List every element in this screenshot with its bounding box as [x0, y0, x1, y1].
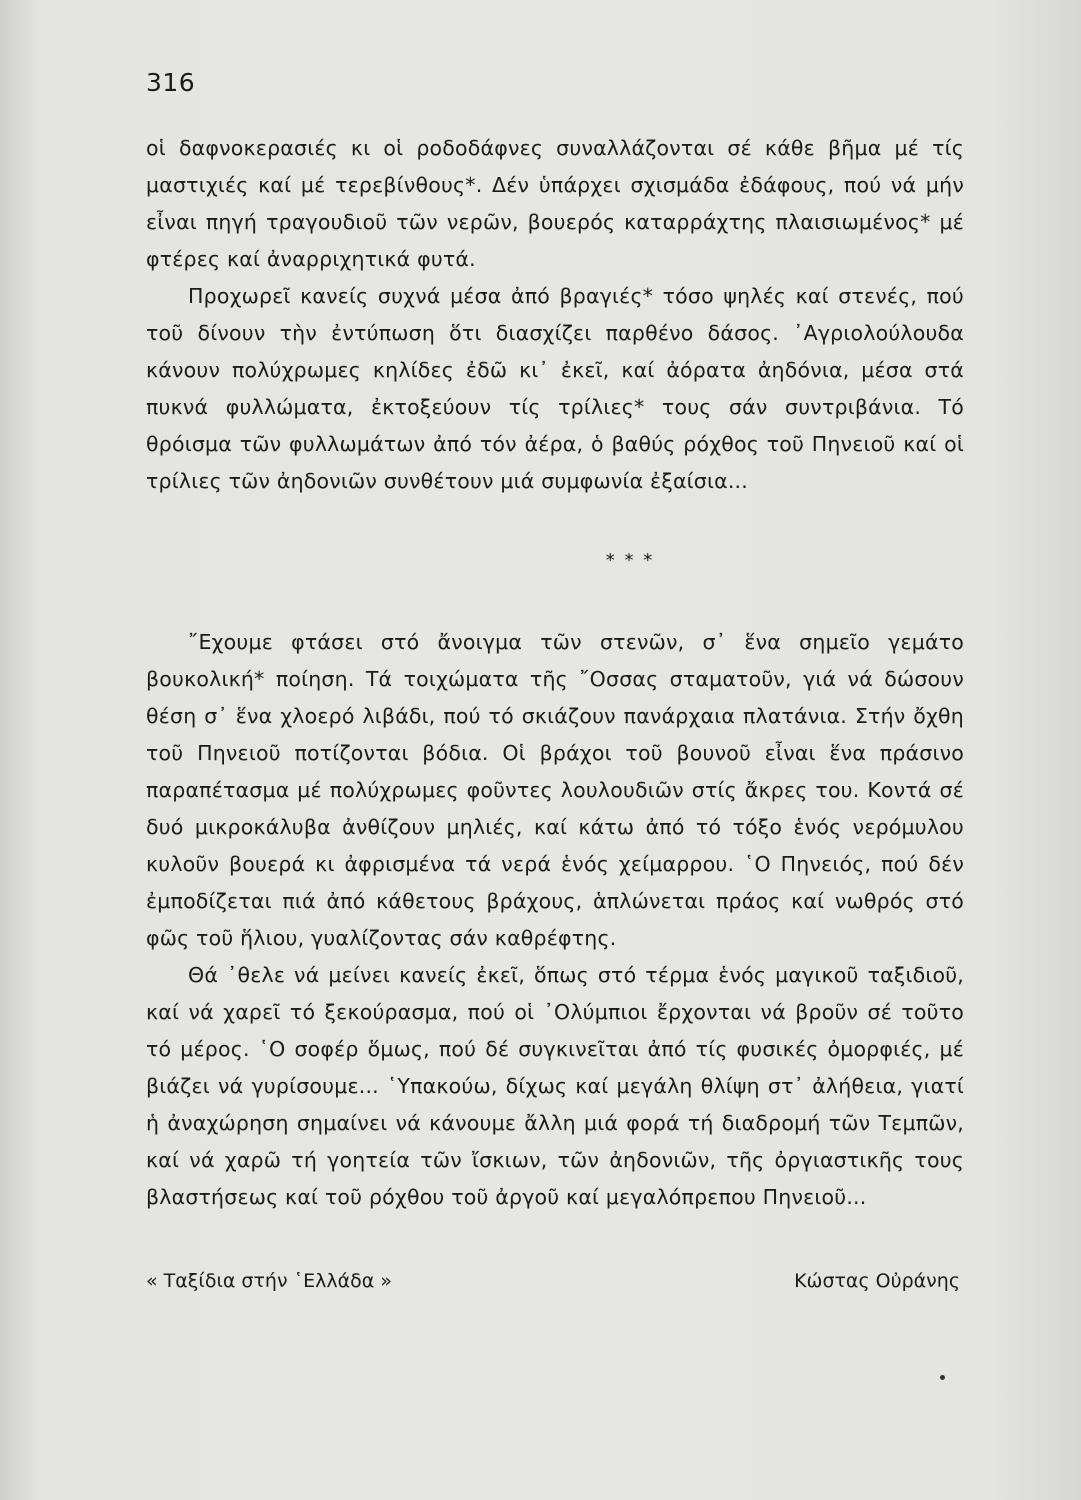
- paragraph-1: οἱ δαφνοκερασιές κι οἱ ροδοδάφνες συναλλάζονται σέ κάθε βῆμα μέ τίς μαστιχιές καί μέ τερεβίνθους*. Δέν ὑπάρχει σχισμάδα ἐδάφους, πού νά μήν εἶναι πηγή τραγουδιοῦ τῶν νερῶν, βουερός καταρράχτης πλαισιωμένος* μέ φτέρες καί ἀναρριχητικά φυτά.: [146, 136, 964, 271]
- body-text: [146, 130, 964, 1216]
- ink-speck: [940, 1375, 945, 1380]
- source-title: « Ταξίδια στήν ῾Ελλάδα »: [146, 1270, 392, 1292]
- page-number: 316: [146, 68, 196, 97]
- section-separator: * * *: [605, 550, 655, 571]
- author-name: Κώστας Οὐράνης: [794, 1270, 960, 1292]
- footer: [146, 1270, 960, 1292]
- paragraph-4: Θά ᾿θελε νά μείνει κανείς ἐκεῖ, ὅπως στό τέρμα ἑνός μαγικοῦ ταξιδιοῦ, καί νά χαρεῖ τό ξεκούρασμα, πού οἱ ᾿Ολύμπιοι ἔρχονται νά βροῦν σέ τοῦτο τό μέρος. ῾Ο σοφέρ ὅμως, πού δέ συγκινεῖται ἀπό τίς φυσικές ὀμορφιές, μέ βιάζει νά γυρίσουμε... ῾Υπακούω, δίχως καί μεγάλη θλίψη στ᾿ ἀλήθεια, γιατί ἡ ἀναχώρηση σημαίνει νά κάνουμε ἄλλη μιά φορά τή διαδρομή τῶν Τεμπῶν, καί νά χαρῶ τή γοητεία τῶν ἴσκιων, τῶν ἀηδονιῶν, τῆς ὀργιαστικῆς τους βλαστήσεως καί τοῦ ρόχθου τοῦ ἀργοῦ καί μεγαλόπρεπου Πηνειοῦ...: [146, 963, 964, 1209]
- paragraph-3: ῎Εχουμε φτάσει στό ἄνοιγμα τῶν στενῶν, σ᾿ ἕνα σημεῖο γεμάτο βουκολική* ποίηση. Τά τοιχώματα τῆς ῎Οσσας σταματοῦν, γιά νά δώσουν θέση σ᾿ ἕνα χλοερό λιβάδι, πού τό σκιάζουν πανάρχαια πλατάνια. Στήν ὄχθη τοῦ Πηνειοῦ ποτίζονται βόδια. Οἱ βράχοι τοῦ βουνοῦ εἶναι ἕνα πράσινο παραπέτασμα μέ πολύχρωμες φοῦντες λουλουδιῶν στίς ἄκρες του. Κοντά σέ δυό μικροκάλυβα ἀνθίζουν μηλιές, καί κάτω ἀπό τό τόξο ἑνός νερόμυλου κυλοῦν βουερά κι ἀφρισμένα τά νερά ἑνός χείμαρρου. ῾Ο Πηνειός, πού δέν ἐμποδίζεται πιά ἀπό κάθετους βράχους, ἁπλώνεται πράος καί νωθρός στό φῶς τοῦ ἥλιου, γυαλίζοντας σάν καθρέφτης.: [146, 630, 964, 950]
- paragraph-2: Προχωρεῖ κανείς συχνά μέσα ἀπό βραγιές* τόσο ψηλές καί στενές, πού τοῦ δίνουν τὴν ἐντύπωση ὅτι διασχίζει παρθένο δάσος. ᾿Αγριολούλουδα κάνουν πολύχρωμες κηλίδες ἐδῶ κι᾿ ἐκεῖ, καί ἀόρατα ἀηδόνια, μέσα στά πυκνά φυλλώματα, ἐκτοξεύουν τίς τρίλιες* τους σάν συντριβάνια. Τό θρόισμα τῶν φυλλωμάτων ἀπό τόν ἀέρα, ὁ βαθύς ρόχθος τοῦ Πηνειοῦ καί οἱ τρίλιες τῶν ἀηδονιῶν συνθέτουν μιά συμφωνία ἐξαίσια...: [146, 284, 964, 493]
